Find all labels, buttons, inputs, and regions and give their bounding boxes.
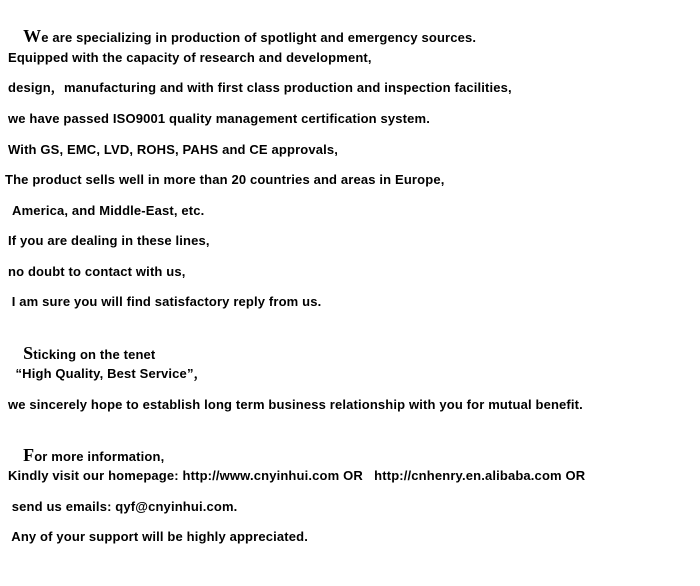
text-line-countries: The product sells well in more than 20 countries and areas in Europe,: [5, 172, 445, 187]
text-line-support: Any of your support will be highly appreciated.: [8, 529, 308, 544]
drop-initial-s: S: [23, 343, 34, 363]
text-line-capacity: Equipped with the capacity of research and development,: [8, 50, 372, 65]
text-line-relationship: we sincerely hope to establish long term business relationship with you for mutual benefit.: [8, 397, 583, 412]
text-line-reply: I am sure you will find satisfactory reply from us.: [8, 294, 322, 309]
text-line-contact: no doubt to contact with us,: [8, 264, 186, 279]
intro-heading-text: e are specializing in production of spotlight and emergency sources.: [41, 30, 477, 45]
tenet-heading-text: ticking on the tenet: [33, 347, 156, 362]
text-line-regions: America, and Middle-East, etc.: [5, 203, 205, 218]
drop-initial-f: F: [23, 445, 35, 465]
text-line-dealing: If you are dealing in these lines,: [8, 233, 210, 248]
text-line-homepage: Kindly visit our homepage: http://www.cnyinhui.com OR http://cnhenry.en.alibaba.com OR: [8, 468, 586, 483]
text-line-approvals: With GS, EMC, LVD, ROHS, PAHS and CE approvals,: [8, 142, 339, 157]
text-line-slogan: “High Quality, Best Service”，: [8, 366, 207, 381]
drop-initial-w: W: [23, 26, 42, 46]
text-line-iso: we have passed ISO9001 quality management certification system.: [8, 111, 431, 126]
text-line-design: design，manufacturing and with first class production and inspection facilities,: [8, 80, 512, 95]
text-line-email: send us emails: qyf@cnyinhui.com.: [8, 499, 238, 514]
info-heading-text: or more information,: [34, 449, 165, 464]
